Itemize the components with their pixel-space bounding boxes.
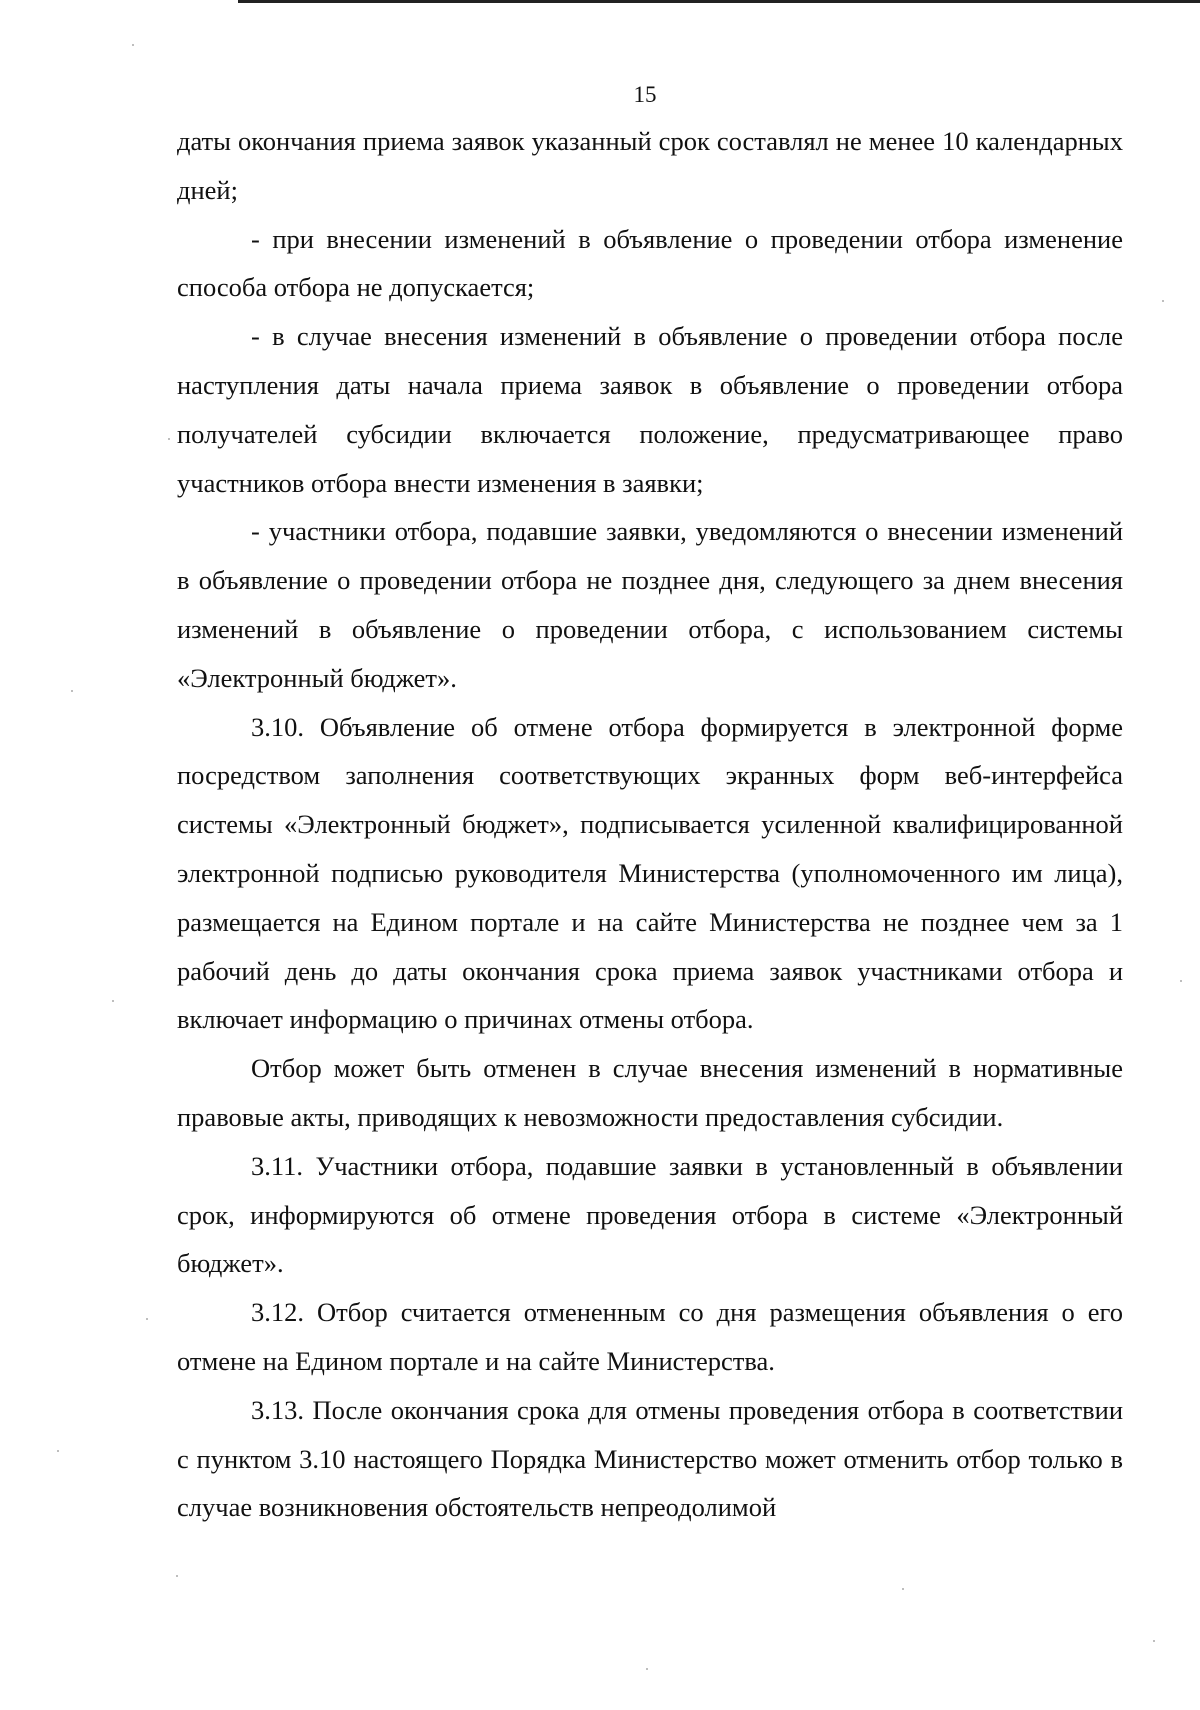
paragraph-3: - в случае внесения изменений в объявление о проведении отбора после наступления даты начала приема заявок в объявление о проведении отбора получателей субсидии включается положение, предусматривающее право участников отбора внести изменения в заявки; — [177, 321, 1123, 498]
paragraph-6: Отбор может быть отменен в случае внесения изменений в нормативные правовые акты, приводящих к невозможности предоставления субсидии. — [177, 1053, 1123, 1132]
scan-speck — [902, 1588, 904, 1590]
scan-speck — [132, 44, 134, 46]
paragraph-9: 3.13. После окончания срока для отмены проведения отбора в соответствии с пунктом 3.10 настоящего Порядка Министерство может отменить отбор только в случае возникновения обстоятельств непреодолимой — [177, 1394, 1123, 1523]
scan-speck — [1153, 1640, 1155, 1642]
document-body — [177, 117, 1123, 1532]
paragraph-1: даты окончания приема заявок указанный срок составлял не менее 10 календарных дней; — [177, 126, 1123, 205]
paragraph-8: 3.12. Отбор считается отмененным со дня размещения объявления о его отмене на Едином портале и на сайте Министерства. — [177, 1297, 1123, 1376]
paragraph-5: 3.10. Объявление об отмене отбора формируется в электронной форме посредством заполнения соответствующих экранных форм веб-интерфейса системы «Электронный бюджет», подписывается усиленной квалифицированной электронной подписью руководителя Министерства (уполномоченного им лица), размещается на Едином портале и на сайте Министерства не позднее чем за 1 рабочий день до даты окончания срока приема заявок участниками отбора и включает информацию о причинах отмены отбора. — [177, 711, 1123, 1035]
paragraph-4: - участники отбора, подавшие заявки, уведомляются о внесении изменений в объявление о проведении отбора не позднее дня, следующего за днем внесения изменений в объявление о проведении отбора, с использованием системы «Электронный бюджет». — [177, 516, 1123, 693]
page-number: 15 — [633, 82, 657, 107]
scan-speck — [57, 1450, 59, 1452]
top-scan-rule — [238, 0, 1200, 3]
paragraph-7: 3.11. Участники отбора, подавшие заявки в установленный в объявлении срок, информируются об отмене проведения отбора в системе «Электронный бюджет». — [177, 1150, 1123, 1279]
scan-speck — [112, 1000, 114, 1002]
scan-speck — [146, 1318, 148, 1320]
scan-speck — [1162, 300, 1164, 302]
scan-speck — [168, 438, 170, 440]
scan-speck — [176, 1575, 178, 1577]
scan-speck — [1180, 980, 1182, 982]
paragraph-2: - при внесении изменений в объявление о проведении отбора изменение способа отбора не допускается; — [177, 223, 1123, 303]
scan-speck — [646, 1668, 648, 1670]
scan-speck — [71, 690, 73, 692]
